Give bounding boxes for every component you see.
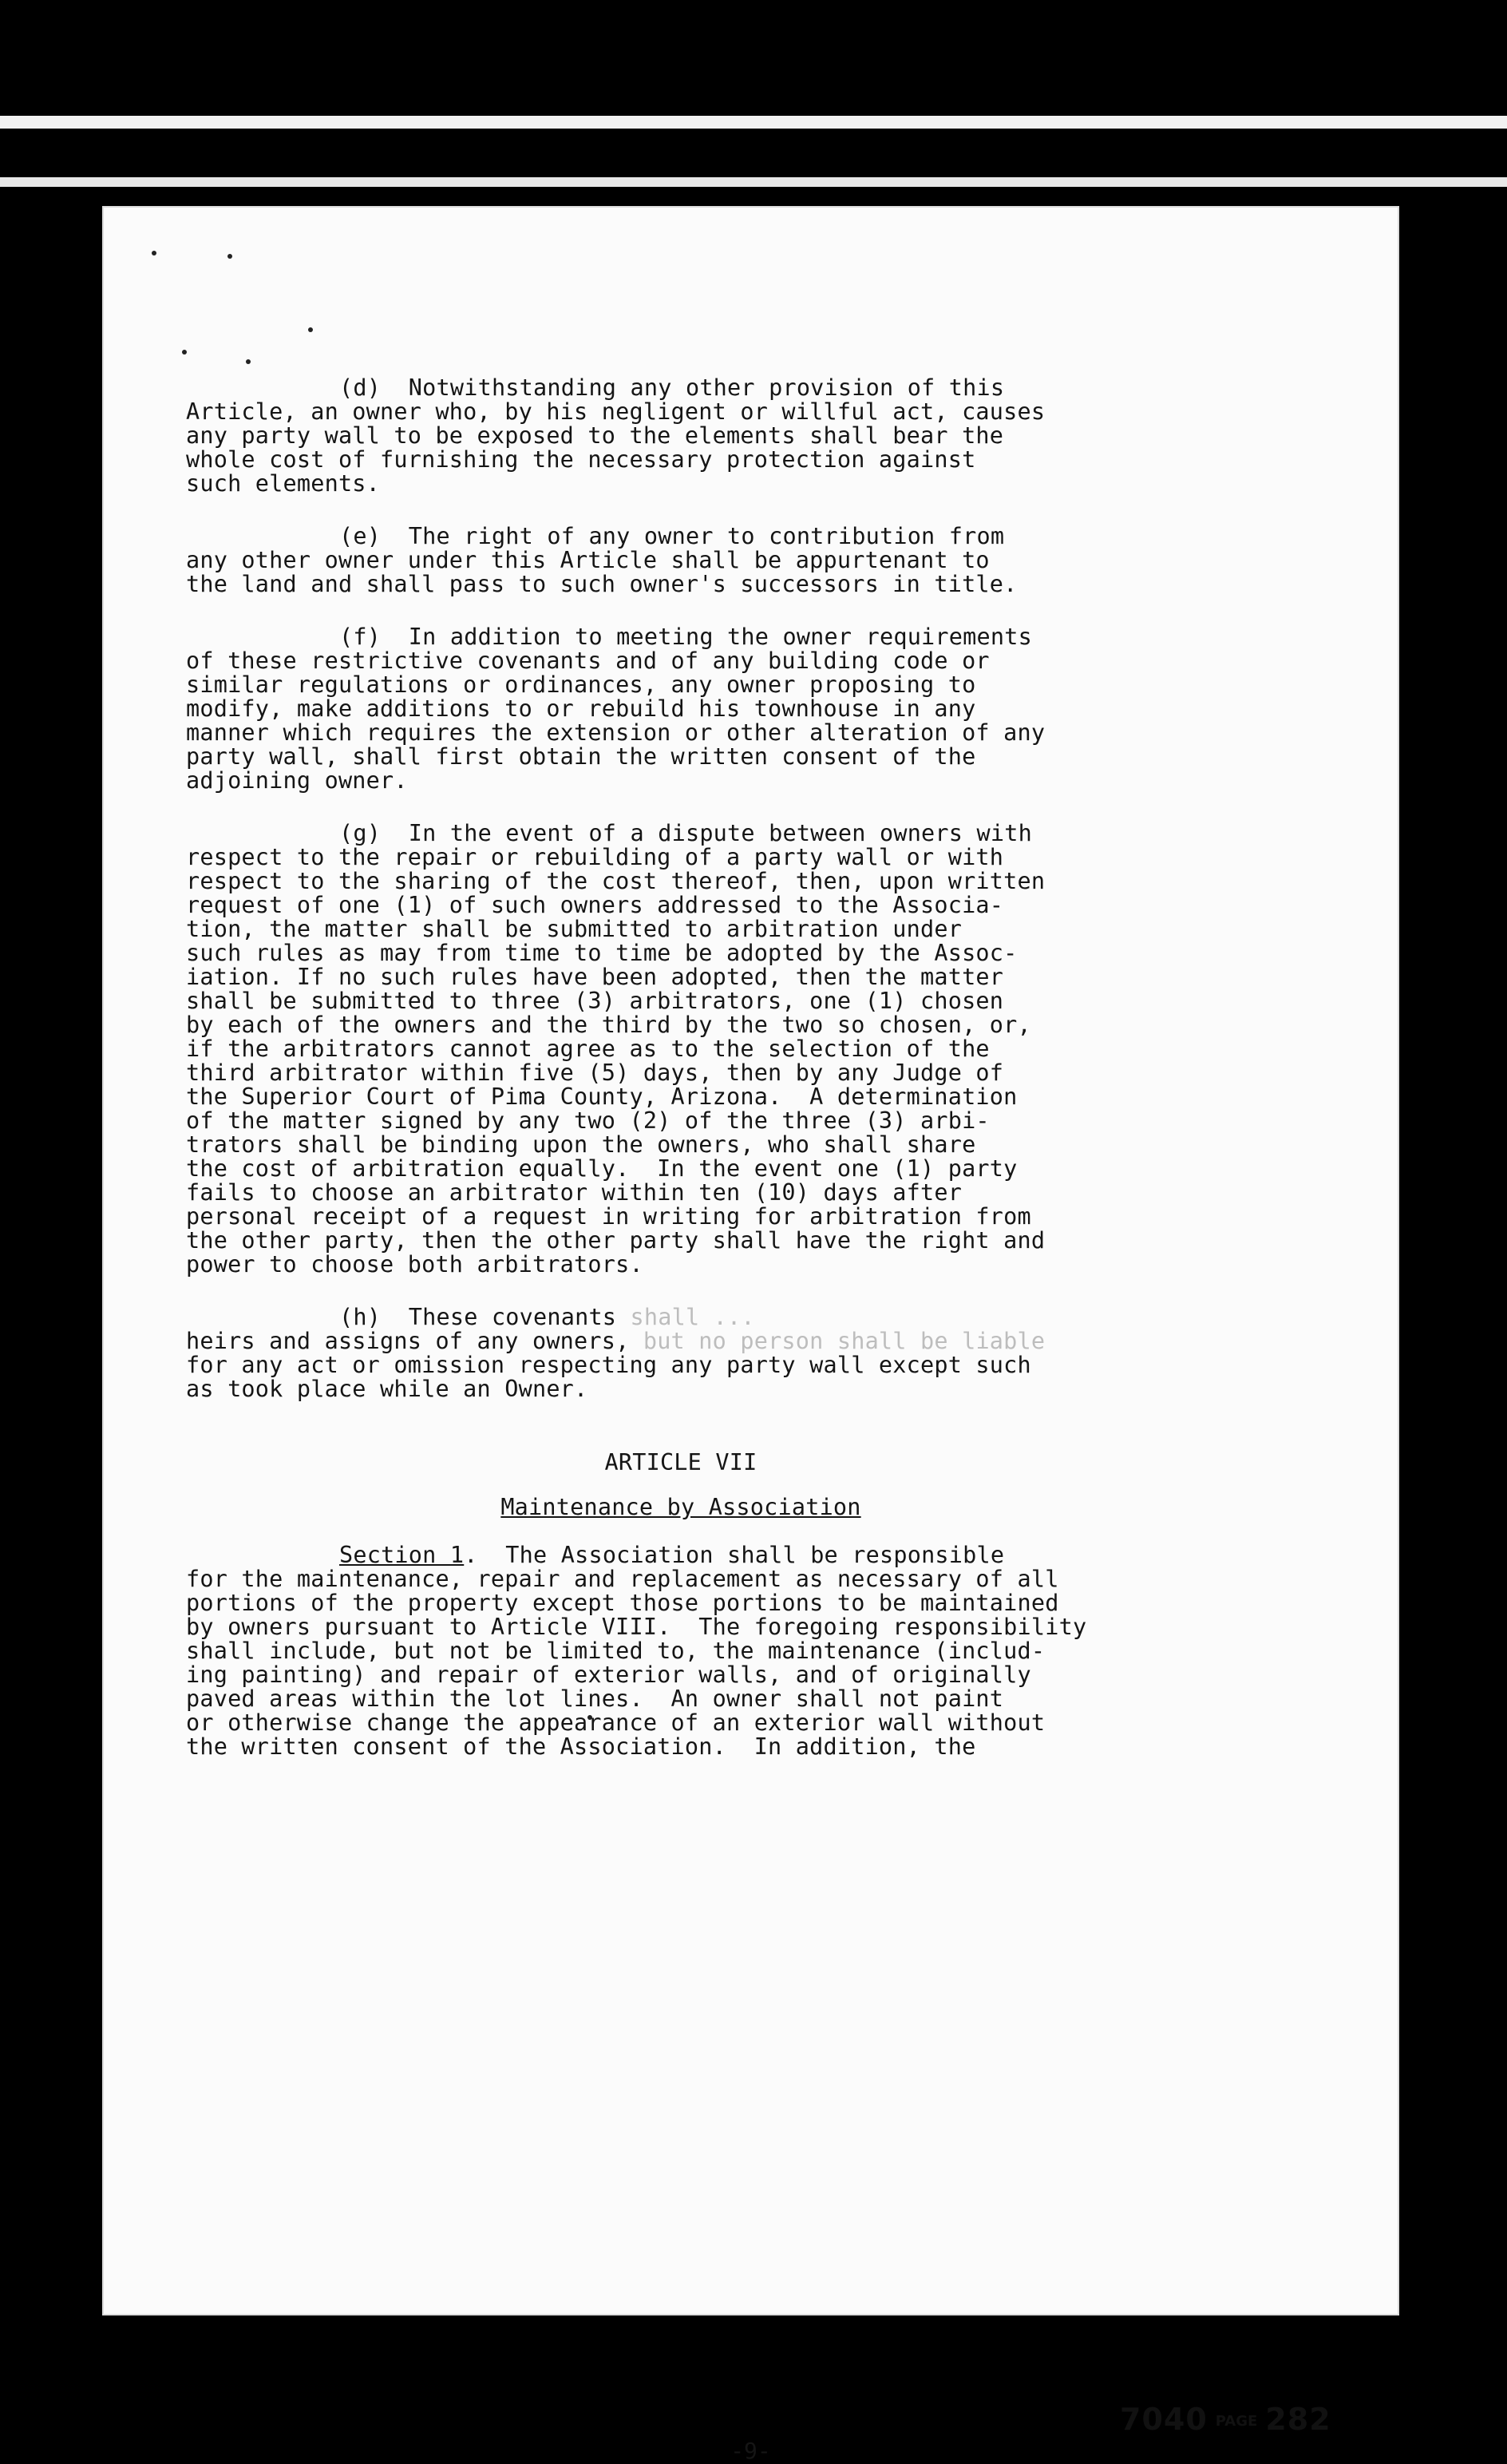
text-line: manner which requires the extension or other alteration of any <box>186 719 1046 746</box>
paragraph-d <box>186 376 1176 496</box>
text-line: paved areas within the lot lines. An owner shall not paint <box>186 1686 1004 1712</box>
text-line <box>186 1305 1176 1329</box>
book-page-label: PAGE <box>1215 2413 1258 2430</box>
page-number: -9- <box>730 2438 771 2464</box>
text-line <box>186 1543 1176 1567</box>
scan-speck <box>246 359 251 364</box>
text-line: as took place while an Owner. <box>186 1376 588 1402</box>
text-line: whole cost of furnishing the necessary protection against <box>186 446 976 473</box>
text-line: (e) The right of any owner to contribution from <box>339 523 1005 549</box>
text-line: fails to choose an arbitrator within ten (10) days after <box>186 1179 963 1206</box>
text-line: the written consent of the Association. In addition, the <box>186 1733 976 1760</box>
text-line: shall include, but not be limited to, the maintenance (includ- <box>186 1638 1046 1664</box>
section-1 <box>186 1543 1176 1759</box>
text-fragment: . The Association shall be responsible <box>464 1542 1005 1568</box>
text-line: for any act or omission respecting any party wall except such <box>186 1352 1031 1378</box>
text-line: (d) Notwithstanding any other provision of this <box>339 374 1005 401</box>
scan-bottom-border <box>0 2315 1507 2402</box>
text-line: the Superior Court of Pima County, Arizona. A determination <box>186 1083 1018 1110</box>
text-line: of these restrictive covenants and of any building code or <box>186 648 990 674</box>
text-line: tion, the matter shall be submitted to arbitration under <box>186 916 963 942</box>
article-subtitle: Maintenance by Association <box>500 1494 861 1520</box>
scan-top-rule <box>0 116 1507 129</box>
section-label: Section 1 <box>339 1542 465 1568</box>
text-line: any other owner under this Article shall be appurtenant to <box>186 547 990 573</box>
page-reference: 282 <box>1265 2402 1331 2437</box>
text-line: by owners pursuant to Article VIII. The foregoing responsibility <box>186 1614 1087 1640</box>
text-line: iation. If no such rules have been adopted, then the matter <box>186 964 1004 990</box>
text-line: Article, an owner who, by his negligent or willful act, causes <box>186 398 1046 425</box>
text-line: portions of the property except those portions to be maintained <box>186 1590 1059 1616</box>
text-line: adjoining owner. <box>186 767 408 794</box>
text-line: modify, make additions to or rebuild his townhouse in any <box>186 695 976 722</box>
book-number: 7040 <box>1120 2402 1208 2437</box>
text-line: the land and shall pass to such owner's successors in title. <box>186 571 1018 597</box>
document-body <box>186 376 1176 1788</box>
paragraph-h <box>186 1305 1176 1401</box>
scan-speck <box>182 350 187 355</box>
scan-second-rule <box>0 177 1507 187</box>
text-line: shall be submitted to three (3) arbitrators, one (1) chosen <box>186 988 1004 1014</box>
scan-speck <box>152 251 156 256</box>
text-line: by each of the owners and the third by the two so chosen, or, <box>186 1012 1031 1038</box>
scan-speck <box>308 327 313 332</box>
paragraph-f <box>186 625 1176 793</box>
text-line: of the matter signed by any two (2) of the three (3) arbi- <box>186 1107 990 1134</box>
text-line: such rules as may from time to time be adopted by the Assoc- <box>186 940 1018 966</box>
text-fragment: heirs and assigns of any owners, <box>186 1328 643 1354</box>
text-line: similar regulations or ordinances, any owner proposing to <box>186 671 976 698</box>
text-line: the other party, then the other party shall have the right and <box>186 1227 1046 1254</box>
text-line: trators shall be binding upon the owners, who shall share <box>186 1131 976 1158</box>
text-line: or otherwise change the appearance of an exterior wall without <box>186 1709 1046 1736</box>
text-line: (g) In the event of a dispute between owners with <box>339 820 1032 846</box>
paragraph-g <box>186 822 1176 1277</box>
text-line: ing painting) and repair of exterior walls, and of originally <box>186 1662 1031 1688</box>
text-line: (f) In addition to meeting the owner requirements <box>339 624 1032 650</box>
text-line: respect to the sharing of the cost thereof, then, upon written <box>186 868 1046 894</box>
text-line: personal receipt of a request in writing for arbitration from <box>186 1203 1031 1230</box>
text-line: if the arbitrators cannot agree as to the selection of the <box>186 1036 990 1062</box>
text-line: for the maintenance, repair and replacement as necessary of all <box>186 1566 1059 1592</box>
text-line <box>186 1329 1176 1353</box>
paragraph-e <box>186 525 1176 596</box>
text-line: respect to the repair or rebuilding of a party wall or with <box>186 844 1004 870</box>
text-line: any party wall to be exposed to the elements shall bear the <box>186 422 1004 449</box>
text-line: such elements. <box>186 470 381 497</box>
text-line: third arbitrator within five (5) days, then by any Judge of <box>186 1060 1004 1086</box>
text-fragment: (h) These covenants <box>339 1304 631 1330</box>
book-page-stamp <box>1120 2402 1331 2437</box>
article-title: ARTICLE VII <box>604 1449 757 1476</box>
text-line: party wall, shall first obtain the written consent of the <box>186 743 976 770</box>
text-line: power to choose both arbitrators. <box>186 1251 643 1278</box>
faded-text: shall ... <box>630 1304 755 1330</box>
faded-text: but no person shall be liable <box>643 1328 1046 1354</box>
text-line: request of one (1) of such owners addressed to the Associa- <box>186 892 1004 918</box>
scan-speck <box>227 254 232 259</box>
scan-top-border <box>0 0 1507 208</box>
text-line: the cost of arbitration equally. In the event one (1) party <box>186 1155 1018 1182</box>
